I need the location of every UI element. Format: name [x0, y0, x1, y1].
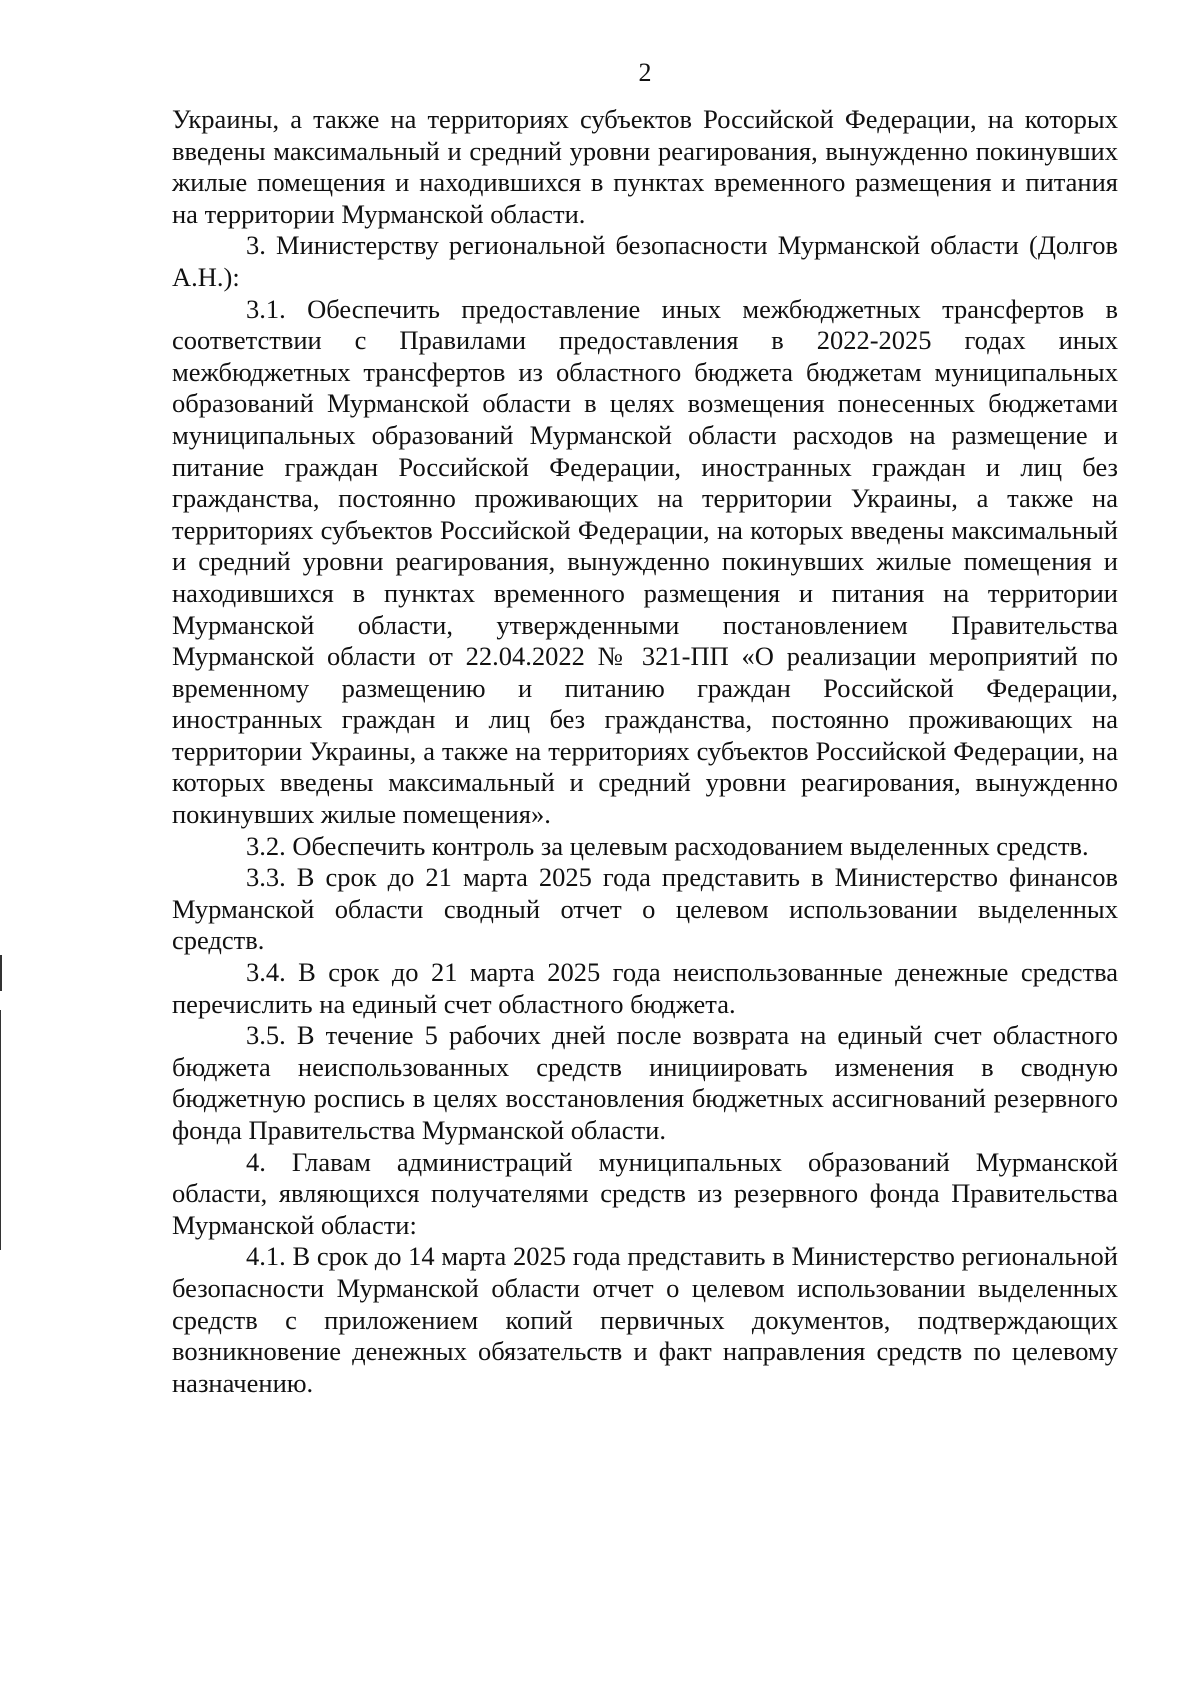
scan-edge-mark	[0, 955, 2, 991]
scan-edge-mark	[0, 1010, 1, 1250]
paragraph-item-3-4: 3.4. В срок до 21 марта 2025 года неиспользованные денежные средства перечислить на единый счет областного бюджета.	[172, 957, 1118, 1019]
paragraph-item-3-1: 3.1. Обеспечить предоставление иных межбюджетных трансфертов в соответствии с Правилами предоставления в 2022-2025 годах иных межбюджетных трансфертов из областного бюджета бюджетам муниципальных образований Мурманской области в целях возмещения понесенных бюджетами муниципальных образований Мурманской области расходов на размещение и питание граждан Российской Федерации, иностранных граждан и лиц без гражданства, постоянно проживающих на территории Украины, а также на территориях субъектов Российской Федерации, на которых введены максимальный и средний уровни реагирования, вынужденно покинувших жилые помещения и находившихся в пунктах временного размещения и питания на территории Мурманской области, утвержденными постановлением Правительства Мурманской области от 22.04.2022 № 321-ПП «О реализации мероприятий по временному размещению и питанию граждан Российской Федерации, иностранных граждан и лиц без гражданства, постоянно проживающих на территории Украины, а также на территориях субъектов Российской Федерации, на которых введены максимальный и средний уровни реагирования, вынужденно покинувших жилые помещения».	[172, 293, 1118, 830]
paragraph-item-4-1: 4.1. В срок до 14 марта 2025 года представить в Министерство региональной безопасности Мурманской области отчет о целевом использовании выделенных средств с приложением копий первичных документов, подтверждающих возникновение денежных обязательств и факт направления средств по целевому назначению.	[172, 1241, 1118, 1398]
paragraph-item-3-5: 3.5. В течение 5 рабочих дней после возврата на единый счет областного бюджета неиспользованных средств инициировать изменения в сводную бюджетную роспись в целях восстановления бюджетных ассигнований резервного фонда Правительства Мурманской области.	[172, 1020, 1118, 1145]
paragraph-continuation: Украины, а также на территориях субъектов Российской Федерации, на которых введены максимальный и средний уровни реагирования, вынужденно покинувших жилые помещения и находившихся в пунктах временного размещения и питания на территории Мурманской области.	[172, 104, 1118, 229]
paragraph-item-3-2: 3.2. Обеспечить контроль за целевым расходованием выделенных средств.	[246, 830, 1089, 861]
document-body	[172, 104, 1118, 1399]
paragraph-item-3: 3. Министерству региональной безопасности Мурманской области (Долгов А.Н.):	[172, 230, 1118, 292]
paragraph-item-3-3: 3.3. В срок до 21 марта 2025 года представить в Министерство финансов Мурманской области сводный отчет о целевом использовании выделенных средств.	[172, 862, 1118, 956]
page-number: 2	[638, 58, 652, 87]
paragraph-item-4: 4. Главам администраций муниципальных образований Мурманской области, являющихся получателями средств из резервного фонда Правительства Мурманской области:	[172, 1146, 1118, 1240]
